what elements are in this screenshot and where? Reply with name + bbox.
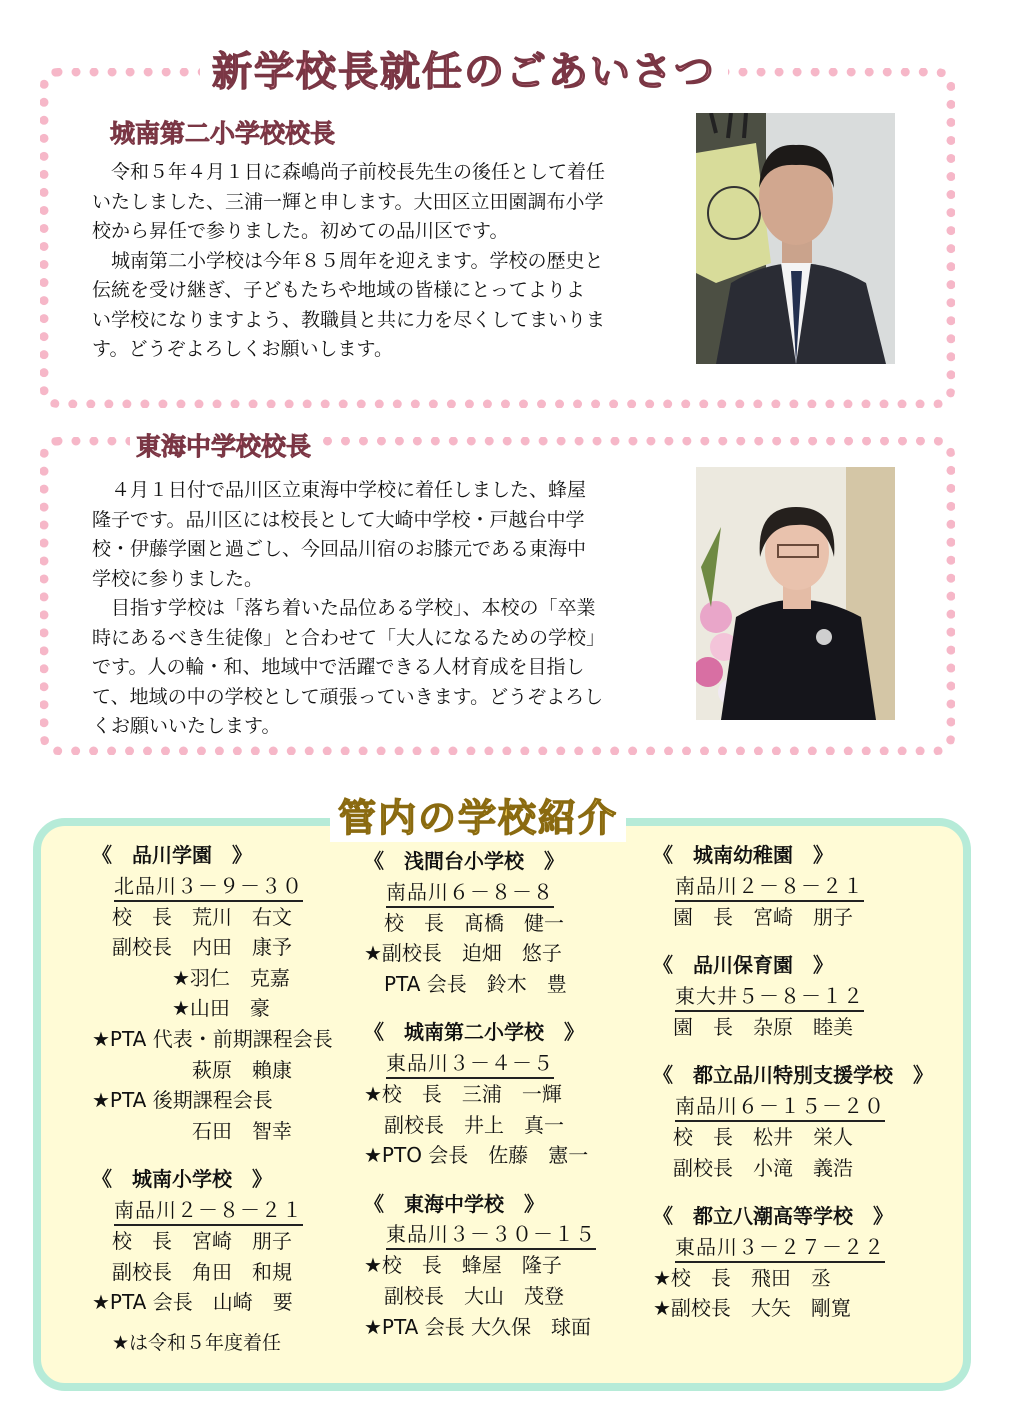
staff-line: 園 長 宮崎 朋子 [653, 904, 853, 929]
school-entry [364, 846, 644, 999]
school-name: 《 城南第二小学校 》 [364, 1020, 584, 1045]
staff-line: 副校長 大山 茂登 [364, 1283, 564, 1308]
school-name: 《 品川学園 》 [92, 843, 252, 867]
section-body-jonan2 [92, 158, 672, 365]
school-intro-title: 管内の学校紹介 [330, 787, 626, 842]
school-address: 南品川２－８－２１ [114, 1196, 303, 1226]
staff-line: ★羽仁 克嘉 [92, 965, 290, 990]
paragraph: 目指す学校は「落ち着いた品位ある学校」、本校の「卒業 時にあるべき生徒像」と合わせて「大人になるための学校」 です。人の輪・和、地域中で活躍できる人材育成を目指し て、地域の中の学校として頑張っていきます。どうぞよろし くお願いいたします。 [92, 597, 606, 737]
school-entry [364, 1189, 644, 1342]
school-address: 北品川３－９－３０ [114, 872, 303, 902]
school-entry [92, 1164, 362, 1358]
paragraph: 令和５年４月１日に森嶋尚子前校長先生の後任として着任 いたしました、三浦一輝と申します。大田区立田園調布小学 校から昇任で参りました。初めての品川区です。 [92, 161, 606, 242]
legend-note: ★は令和５年度着任 [112, 1331, 282, 1354]
school-entry [653, 950, 953, 1042]
school-address: 南品川２－８－２１ [675, 872, 864, 902]
staff-line: 副校長 小滝 義浩 [653, 1155, 853, 1180]
staff-line: ★副校長 大矢 剛寛 [653, 1296, 851, 1321]
section-heading-jonan2: 城南第二小学校校長 [104, 114, 341, 150]
staff-line: ★副校長 迫畑 悠子 [364, 941, 562, 966]
principal-photo-man [696, 113, 895, 364]
staff-line: ★PTA 会長 大久保 球面 [364, 1314, 592, 1339]
school-name: 《 都立八潮高等学校 》 [653, 1204, 893, 1229]
staff-line: ★PTO 会長 佐藤 憲一 [364, 1143, 589, 1168]
staff-line: 校 長 松井 栄人 [653, 1124, 853, 1149]
staff-line: ★山田 豪 [92, 996, 270, 1021]
school-entry [653, 1060, 953, 1183]
staff-line: 校 長 髙橋 健一 [364, 910, 564, 935]
section-body-tokai [92, 476, 672, 742]
staff-line: 園 長 杂原 睦美 [653, 1014, 853, 1039]
school-entry [364, 1017, 644, 1170]
school-name: 《 城南幼稚園 》 [653, 843, 833, 867]
staff-line: 副校長 角田 和規 [92, 1259, 292, 1284]
staff-line: PTA 会長 鈴木 豊 [364, 971, 567, 996]
staff-line: ★PTA 後期課程会長 [92, 1088, 273, 1113]
paragraph: 城南第二小学校は今年８５周年を迎えます。学校の歴史と 伝統を受け継ぎ、子どもたちや地域の皆様にとってよりよ い学校になりますよう、教職員と共に力を尽くしてまいりま す。どうぞよろしくお願いします。 [92, 249, 606, 360]
school-name: 《 都立品川特別支援学校 》 [653, 1063, 933, 1088]
staff-line: ★校 長 蜂屋 隆子 [364, 1253, 562, 1278]
staff-line: 副校長 井上 真一 [364, 1112, 564, 1137]
school-name: 《 東海中学校 》 [364, 1191, 544, 1216]
page-title: 新学校長就任のごあいさつ [200, 40, 728, 97]
school-address: 東大井５－８－１２ [675, 982, 864, 1012]
school-entry [653, 1201, 953, 1324]
school-address: 南品川６－１５－２０ [675, 1092, 885, 1122]
school-column-2 [364, 846, 644, 1360]
school-column-3 [653, 840, 953, 1342]
school-name: 《 品川保育園 》 [653, 953, 833, 978]
school-address: 東品川３－２７－２２ [675, 1233, 885, 1263]
school-address: 東品川３－４－５ [386, 1049, 554, 1079]
staff-line: 副校長 内田 康予 [92, 935, 292, 960]
school-entry [653, 840, 953, 932]
school-column-1 [92, 840, 362, 1376]
staff-line: 校 長 宮崎 朋子 [92, 1228, 292, 1253]
staff-line: ★校 長 三浦 一輝 [364, 1081, 562, 1106]
paragraph: ４月１日付で品川区立東海中学校に着任しました、蜂屋 隆子です。品川区には校長として大崎中学校・戸越台中学 校・伊藤学園と過ごし、今回品川宿のお膝元である東海中 学校に参りました。 [92, 479, 587, 590]
section-heading-tokai: 東海中学校校長 [130, 427, 317, 463]
school-address: 東品川３－３０－１５ [386, 1220, 596, 1250]
principal-photo-woman [696, 467, 895, 720]
school-entry [92, 840, 362, 1146]
staff-line: 校 長 荒川 右文 [92, 904, 292, 929]
staff-line: ★PTA 代表・前期課程会長 [92, 1026, 333, 1051]
school-name: 《 城南小学校 》 [92, 1167, 272, 1192]
school-name: 《 浅間台小学校 》 [364, 849, 564, 873]
staff-line: 石田 智幸 [92, 1118, 292, 1143]
staff-line: ★校 長 飛田 丞 [653, 1265, 831, 1290]
staff-line: ★PTA 会長 山崎 要 [92, 1290, 293, 1315]
staff-line: 萩原 賴康 [92, 1057, 292, 1082]
school-address: 南品川６－８－８ [386, 878, 554, 908]
